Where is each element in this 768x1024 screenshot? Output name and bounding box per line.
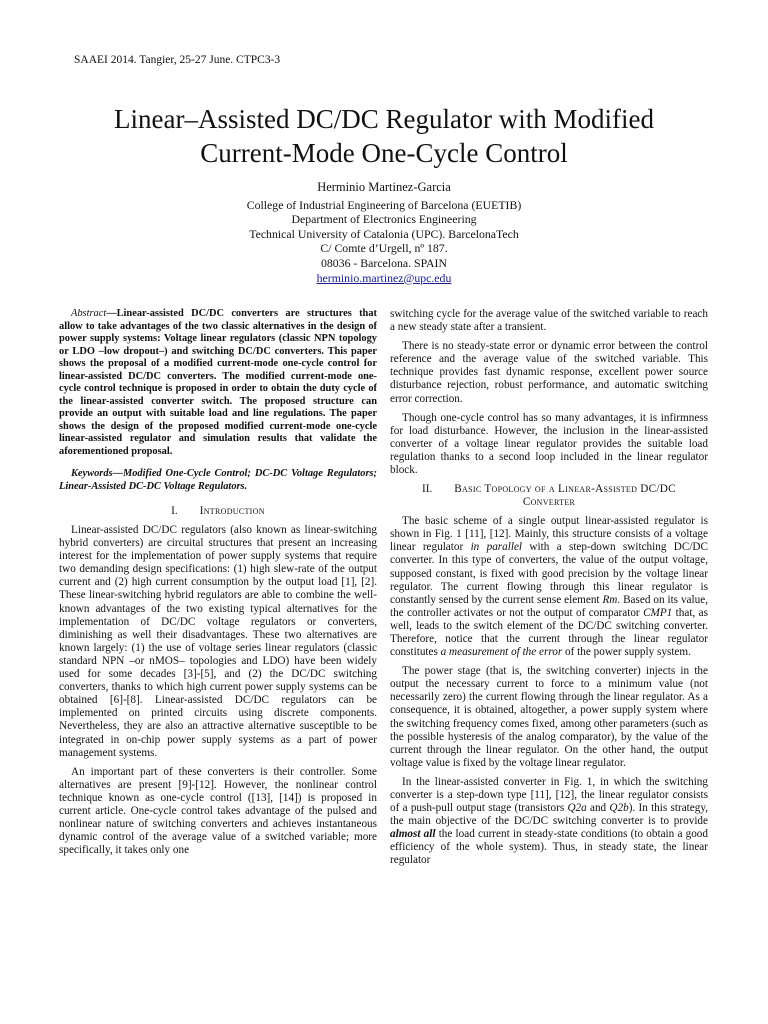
symbol: CMP1 <box>643 606 673 619</box>
author-email-link[interactable]: herminio.martinez@upc.edu <box>316 270 452 285</box>
paragraph: The power stage (that is, the switching converter) injects in the output the necessary current to force to a minimum value (not necessarily zero) the current flowing through the linear regulator. As a consequence, it is obtained, altogether, a power supply system where the switching frequency comes fixed, among other parameters (such as the possible hysteresis of the analog comparator), by the value of the current through the linear regulator. On the other hand, the output voltage value is fixed by the voltage linear regulator. <box>390 665 708 769</box>
symbol: Rm <box>602 593 618 606</box>
section-number: II. <box>422 483 433 496</box>
emphasis: almost all <box>390 828 436 841</box>
section-title: Introduction <box>199 505 265 517</box>
paragraph: Though one-cycle control has so many advantages, it is infirmness for load disturbance. However, the inclusion in the linear-assisted converter of a voltage linear regulator provides the suitable load regulation thanks to a second loop included in the linear regulator block. <box>390 411 708 477</box>
section-title-line: Converter <box>522 496 576 509</box>
author-name: Herminio Martinez-Garcia <box>317 180 451 194</box>
paragraph: Linear-assisted DC/DC regulators (also known as linear-switching hybrid converters) are circuital structures that present an increasing interest for the implementation of power supply systems that require two demanding design specifications: (1) high slew-rate of the output current and (2) high current consumption by the output load [1], [2]. These linear-switching hybrid regulators are able to combine the well-known advantages of the two existing typical alternatives for the implementation of DC/DC voltage regulators or converters, diminishing as well their disadvantages. These two alternatives are known largely: (1) the use of voltage series linear regulators (classic standard NPN –or nMOS– topologies and LDO) have been widely used for some decades [3]-[5], and (2) the DC/DC switching converters, thanks to which high current power supply systems can be obtained [6]-[8]. Linear-assisted DC/DC regulators can be implemented on printed circuits using discrete components. Nevertheless, they are also an attractive alternative susceptible to be integrated in on-chip power supply systems as a part of power management systems. <box>59 524 377 759</box>
author-block <box>0 180 768 285</box>
paragraph: In the linear-assisted converter in Fig. 1, in which the switching converter is a step-down type [11], [12], the linear regulator consists of a push-pull output stage (transistors Q2a and Q2b). In this strategy, the main objective of the DC/DC switching converter is to provide almost all the load current in steady-state conditions (to obtain a good efficiency of the whole system). Thus, in steady state, the linear regulator <box>390 775 708 867</box>
section-heading-2 <box>390 483 708 509</box>
abstract <box>59 308 377 458</box>
affiliation-line: Technical University of Catalonia (UPC). BarcelonaTech <box>249 226 519 241</box>
paper-title <box>40 102 728 170</box>
symbol: Q2a <box>567 802 587 815</box>
keywords: Keywords—Modified One-Cycle Control; DC-DC Voltage Regulators; Linear-Assisted DC-DC Voltage Regulators. <box>59 468 377 492</box>
affiliation-line: C/ Comte d’Urgell, nº 187. <box>320 241 448 256</box>
affiliation-line: College of Industrial Engineering of Barcelona (EUETIB) <box>246 197 522 212</box>
paragraph: The basic scheme of a single output linear-assisted regulator is shown in Fig. 1 [11], [12]. Mainly, this structure consists of a voltage linear regulator in parallel with a step-down switching DC/DC converter. In this type of converters, the value of the output voltage, supposed constant, is fixed with good precision by the voltage linear regulator. The current flowing through this linear regulator is constantly sensed by the current sense element Rm. Based on its value, the controller activates or not the output of comparator CMP1 that, as well, leads to the switch element of the DC/DC switching converter. Therefore, notice that the current through the linear regulator constitutes a measurement of the error of the power supply system. <box>390 515 708 659</box>
affiliation-line: Department of Electronics Engineering <box>291 212 477 227</box>
title-line-1: Linear–Assisted DC/DC Regulator with Modified <box>114 104 654 134</box>
paragraph: There is no steady-state error or dynamic error between the control reference and the average value of the switched variable. This technique provides fast dynamic response, excellent power source disturbance rejection, robust performance, and automatic switching error correction. <box>390 340 708 405</box>
emphasis: a measurement of the error <box>440 646 563 659</box>
abstract-text: —Linear-assisted DC/DC converters are structures that allow to take advantages of the two classic alternatives in the design of power supply systems: Voltage linear regulators (classic NPN topology or LDO –low dropout–) and switching DC/DC converters. This paper shows the proposal of a modified current-mode one-cycle control for linear-assisted DC/DC converters. The modified current-mode one-cycle control technique is proposed in order to obtain the duty cycle of the linear-assisted converter switch. The proposed structure can provide an output with suitable load and line regulations. The paper shows the design of the proposed modified current-mode one-cycle linear-assisted regulator and simulation results that validate the aforementioned proposal. <box>59 308 377 457</box>
symbol: Q2b <box>609 802 629 815</box>
abstract-lead: Abstract <box>71 308 107 319</box>
left-column <box>59 308 377 863</box>
paragraph: switching cycle for the average value of the switched variable to reach a new steady state after a transient. <box>390 308 708 334</box>
paragraph: An important part of these converters is their controller. Some alternatives are present [9]-[12]. However, the nonlinear control technique known as one-cycle control ([13], [14]) is proposed in current article. One-cycle control takes advantage of the pulsed and nonlinear nature of switching converters and achieves instantaneous dynamic control of the average value of a switched variable; more specifically, it takes only one <box>59 765 377 857</box>
section-title-line: Basic Topology of a Linear-Assisted DC/DC <box>454 483 676 496</box>
section-heading-1 <box>59 505 377 518</box>
affiliation-line: 08036 - Barcelona. SPAIN <box>320 255 448 270</box>
emphasis: in parallel <box>470 541 523 554</box>
title-line-2: Current-Mode One-Cycle Control <box>200 138 568 168</box>
conference-header: SAAEI 2014. Tangier, 25-27 June. CTPC3-3 <box>74 54 281 66</box>
section-number: I. <box>171 505 178 517</box>
right-column <box>390 308 708 874</box>
